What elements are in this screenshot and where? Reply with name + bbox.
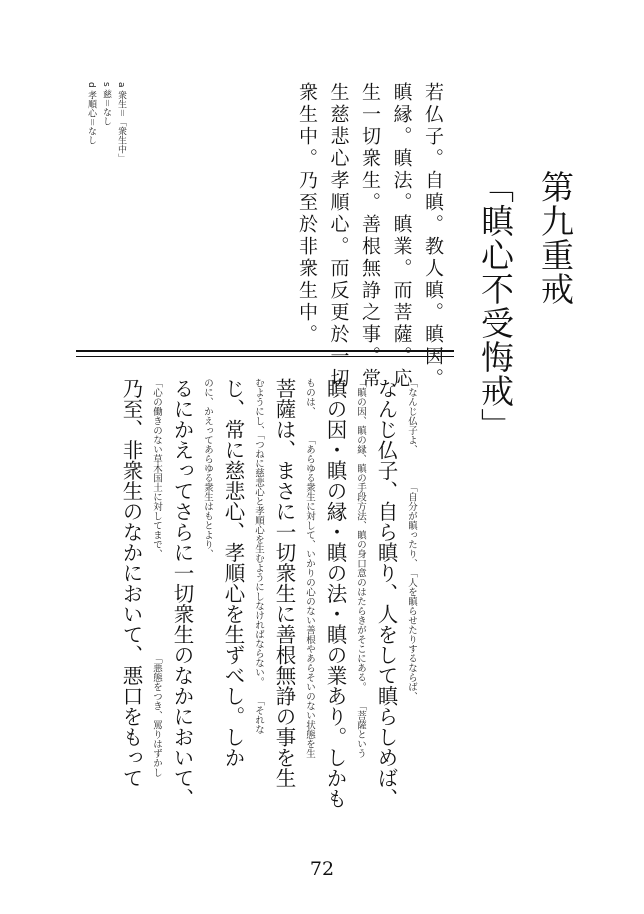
variant-note: a 衆生＝「衆生中」 bbox=[116, 82, 126, 163]
page-number: 72 bbox=[309, 858, 335, 880]
translation-gloss-line: 「瞋の因、瞋の縁、瞋の手段方法、瞋の身口意のはたらきがそこにある。 「菩薩という bbox=[355, 378, 366, 758]
chapter-title bbox=[476, 170, 585, 610]
kanbun-line: 生慈悲心孝順心。而反更於一切 bbox=[327, 82, 350, 390]
translation-gloss-line: 「心の働きのない草木国土に対してまで、 「悪態をつき、罵りはずかし bbox=[151, 378, 162, 777]
variant-notes bbox=[76, 82, 128, 282]
translation-line: なんじ仏子、自ら瞋り、人をして瞋らしめば、 bbox=[374, 378, 398, 809]
japanese-translation bbox=[68, 378, 420, 838]
chapter-title-number: 第九重戒 bbox=[536, 170, 575, 306]
translation-line: 菩薩は、まさに一切衆生に善根無諍の事を生 bbox=[272, 378, 296, 788]
variant-note: d 孝順心＝なし bbox=[86, 82, 96, 145]
variant-note: s 慈＝なし bbox=[101, 82, 111, 126]
section-divider bbox=[76, 350, 454, 357]
translation-line: 乃至、非衆生のなかにおいて、悪口をもって bbox=[119, 378, 143, 788]
kanbun-line: 若仏子。自瞋。教人瞋。瞋因。 bbox=[422, 82, 444, 390]
translation-line: るにかえってさらに一切衆生のなかにおいて、 bbox=[170, 378, 194, 809]
translation-gloss-line: のに、かえってあらゆる衆生はもとより、 bbox=[202, 378, 213, 559]
kanbun-line: 生一切衆生。善根無諍之事。常 bbox=[359, 82, 381, 390]
translation-line: 瞋の因・瞋の縁・瞋の法・瞋の業あり。しかも bbox=[323, 378, 347, 809]
translation-line: じ、常に慈悲心、孝順心を生ずべし。しか bbox=[221, 378, 245, 768]
translation-gloss-line: 「なんじ仏子よ、 「自分が瞋ったり、 「人を瞋らせたりするならば、 bbox=[406, 378, 417, 701]
kanbun-line: 瞋縁。瞋法。瞋業。而菩薩。応 bbox=[390, 82, 413, 390]
kanbun-line: 衆生中。乃至於非衆生中。 bbox=[296, 82, 318, 346]
chapter-title-name: 「瞋心不受悔戒」 bbox=[476, 170, 515, 442]
kanbun-original-text bbox=[268, 82, 448, 390]
translation-gloss-line: むようにし、「つねに慈悲心と孝順心を生むようにしなければならない。 「それな bbox=[253, 378, 264, 735]
translation-gloss-line: ものは、 「あらゆる衆生に対して、いかりの心のない善根やあらそいのない状態を生 bbox=[304, 378, 315, 758]
